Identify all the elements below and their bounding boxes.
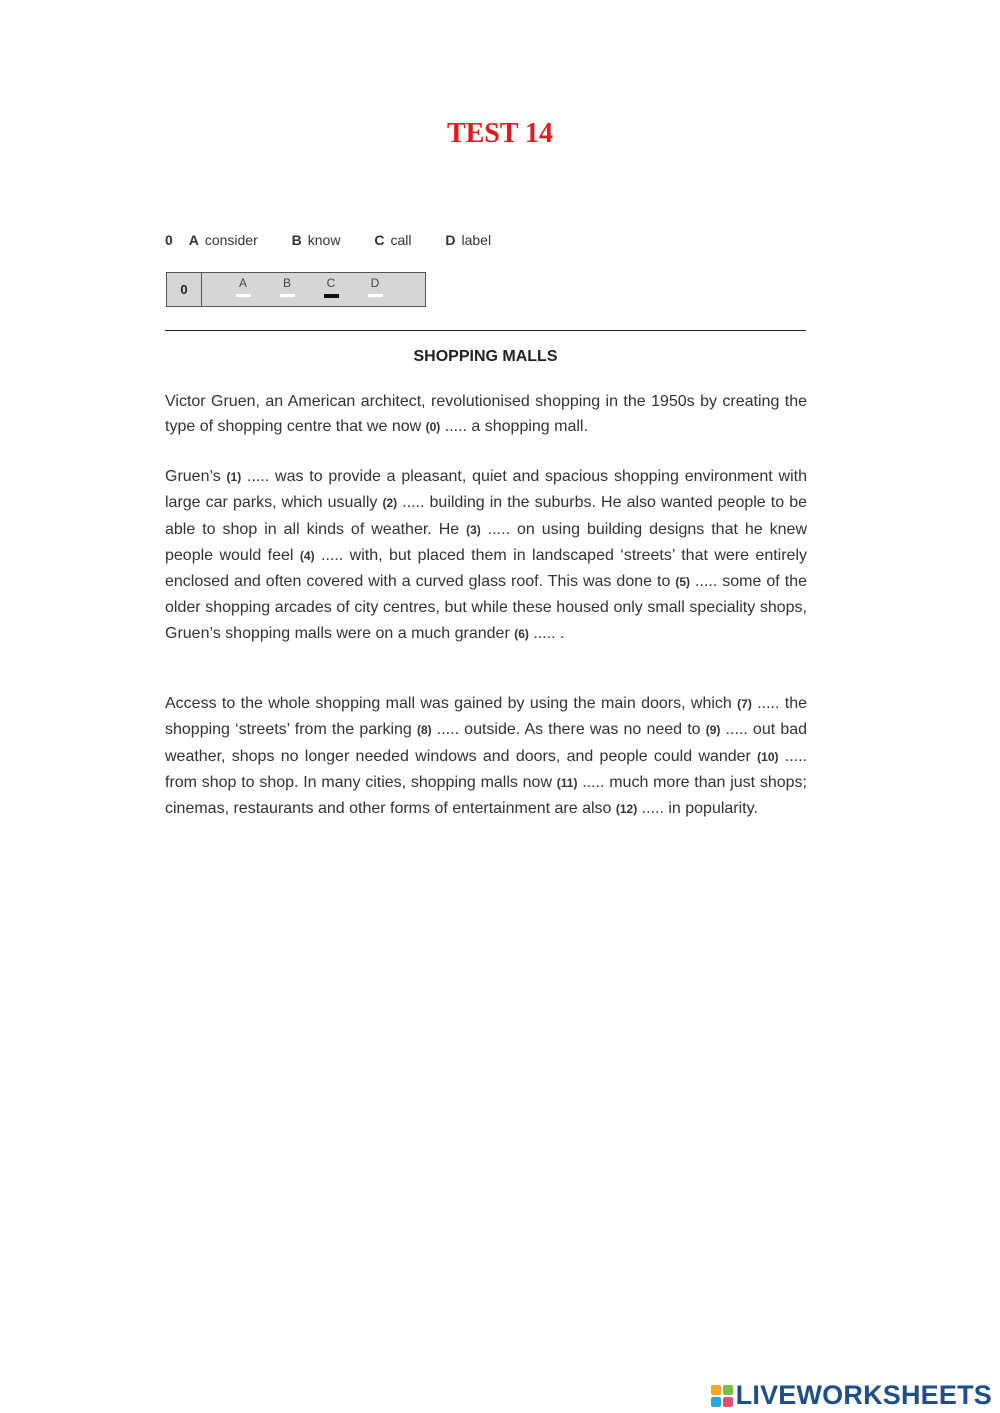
logo-square-3	[711, 1397, 721, 1407]
answer-mark-c	[324, 294, 339, 298]
liveworksheets-logo-icon	[711, 1385, 733, 1407]
gap-3: (3)	[466, 522, 481, 537]
example-options-row	[165, 232, 521, 248]
answer-choice-c: C	[321, 276, 341, 298]
example-option-a: A consider	[188, 232, 258, 248]
gap-2: (2)	[382, 496, 398, 511]
example-option-b: B know	[291, 232, 341, 248]
paragraph-2: Gruen’s (1) ..... was to provide a pleasant, quiet and spacious shopping environment with large car parks, which usually (2) ..... building in the suburbs. He also wanted people to be able to shop in all kinds of weather. He (3) ..... on using building designs that he knew people would feel (4) ..... with, but placed them in landscaped ‘streets’ that were entirely enclosed and often covered with a curved glass roof. This was done to (5) ..... some of the older shopping arcades of city centres, but while these housed only small speciality shops, Gruen’s shopping malls were on a much grander (6) ..... .	[165, 468, 808, 642]
gap-0: (0)	[425, 420, 441, 435]
answer-box-number: 0	[167, 273, 202, 306]
answer-box-choices	[202, 273, 425, 306]
gap-7: (7)	[737, 697, 752, 711]
gap-8: (8)	[416, 723, 432, 738]
section-title: SHOPPING MALLS	[413, 348, 558, 365]
example-option-d: D label	[445, 232, 492, 248]
answer-choice-b: B	[277, 276, 297, 297]
logo-square-4	[723, 1397, 733, 1407]
gap-9: (9)	[705, 723, 721, 738]
gap-4: (4)	[299, 548, 315, 563]
example-option-c: C call	[374, 232, 412, 248]
gap-11: (11)	[556, 775, 578, 790]
page-title: TEST 14	[446, 118, 554, 149]
liveworksheets-logo	[711, 1380, 992, 1411]
answer-choice-a: A	[233, 276, 253, 297]
gap-5: (5)	[675, 575, 691, 590]
gap-6: (6)	[514, 626, 529, 641]
answer-mark-d	[368, 294, 383, 297]
logo-square-1	[711, 1385, 721, 1395]
gap-1: (1)	[226, 470, 242, 484]
gap-12: (12)	[615, 802, 638, 817]
example-number: 0	[165, 232, 173, 248]
logo-text: LIVEWORKSHEETS	[735, 1380, 992, 1410]
paragraph-3: Access to the whole shopping mall was gained by using the main doors, which (7) ..... the shopping ‘streets’ from the parking (8) ..... outside. As there was no need to (9) ..... out bad weather, shops no longer needed windows and doors, and people could wander (10) ..... from shop to shop. In many cities, shopping malls now (11) ..... much more than just shops; cinemas, restaurants and other forms of entertainment are also (12) ..... in popularity.	[165, 695, 808, 818]
answer-mark-a	[236, 294, 251, 297]
divider-line	[165, 330, 806, 331]
answer-choice-d: D	[365, 276, 385, 297]
logo-square-2	[723, 1385, 733, 1395]
example-answer-box	[166, 272, 426, 307]
gap-10: (10)	[757, 749, 779, 764]
answer-mark-b	[280, 294, 295, 297]
paragraph-1: Victor Gruen, an American architect, revolutionised shopping in the 1950s by creating the type of shopping centre that we now (0) ..... a shopping mall.	[165, 393, 807, 436]
